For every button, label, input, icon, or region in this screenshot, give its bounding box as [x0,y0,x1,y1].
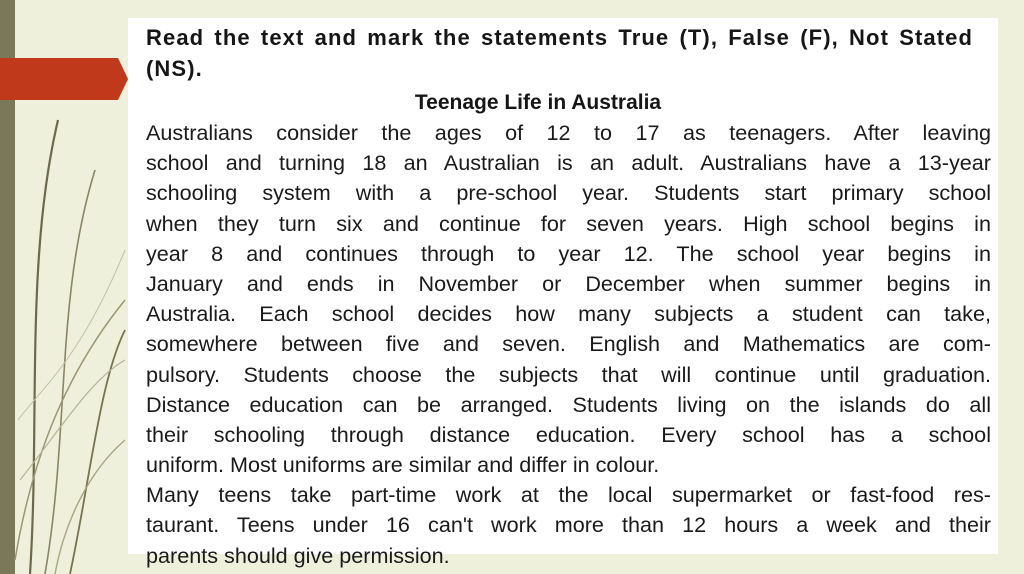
passage-line: schooling system with a pre-school year. Students start primary school [146,180,991,206]
task-instructions: Read the text and mark the statements True (T), False (F), Not Stated (NS). [146,25,974,81]
passage-title: Teenage Life in Australia [414,91,662,114]
text-panel [128,18,998,568]
passage-line: Australians consider the ages of 12 to 17 as teenagers. After leaving [146,120,991,145]
passage-line: Many teens take part-time work at the local supermarket or fast-food res- [146,482,991,508]
passage-line: Distance education can be arranged. Students living on the islands do all [146,391,991,417]
passage-body [146,118,991,571]
passage-line: somewhere between five and seven. English and Mathematics are com- [146,331,991,357]
passage-line: taurant. Teens under 16 can't work more than 12 hours a week and their [146,512,991,538]
passage-line: when they turn six and continue for seven years. High school begins in [146,210,991,236]
passage-line: uniform. Most uniforms are similar and differ in colour. [146,452,660,478]
passage-line: school and turning 18 an Australian is an adult. Australians have a 13-year [146,150,991,176]
passage-line: parents should give permission. [146,542,450,568]
passage-line: their schooling through distance education. Every school has a school [146,421,991,447]
passage-line: pulsory. Students choose the subjects that will continue until graduation. [146,361,991,387]
passage-line: year 8 and continues through to year 12. The school year begins in [146,240,991,266]
passage-line: Australia. Each school decides how many subjects a student can take, [146,301,991,327]
passage-line: January and ends in November or December when summer begins in [146,270,991,296]
accent-tab [0,58,128,100]
